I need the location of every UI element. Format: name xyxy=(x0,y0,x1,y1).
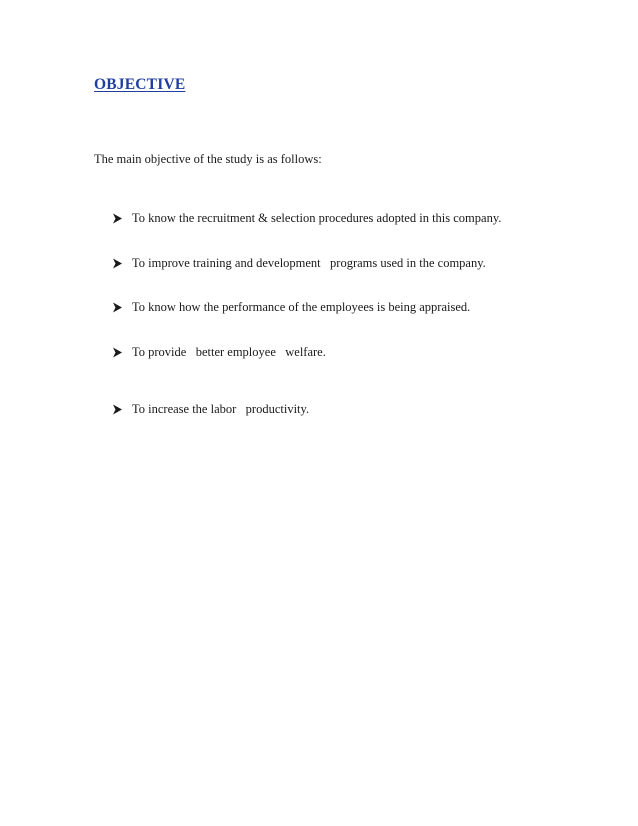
intro-paragraph: The main objective of the study is as follows: xyxy=(94,152,322,166)
list-item-text: To improve training and development programs used in the company. xyxy=(132,256,486,270)
list-item-text: To know the recruitment & selection procedures adopted in this company. xyxy=(132,211,502,225)
list-item-text: To increase the labor productivity. xyxy=(132,402,310,416)
list-item-text: To know how the performance of the employees is being appraised. xyxy=(132,300,471,314)
list-item xyxy=(112,374,309,445)
list-item-text: To provide better employee welfare. xyxy=(132,345,326,359)
arrowhead-bullet-icon xyxy=(112,374,132,445)
section-heading: OBJECTIVE xyxy=(94,76,186,93)
